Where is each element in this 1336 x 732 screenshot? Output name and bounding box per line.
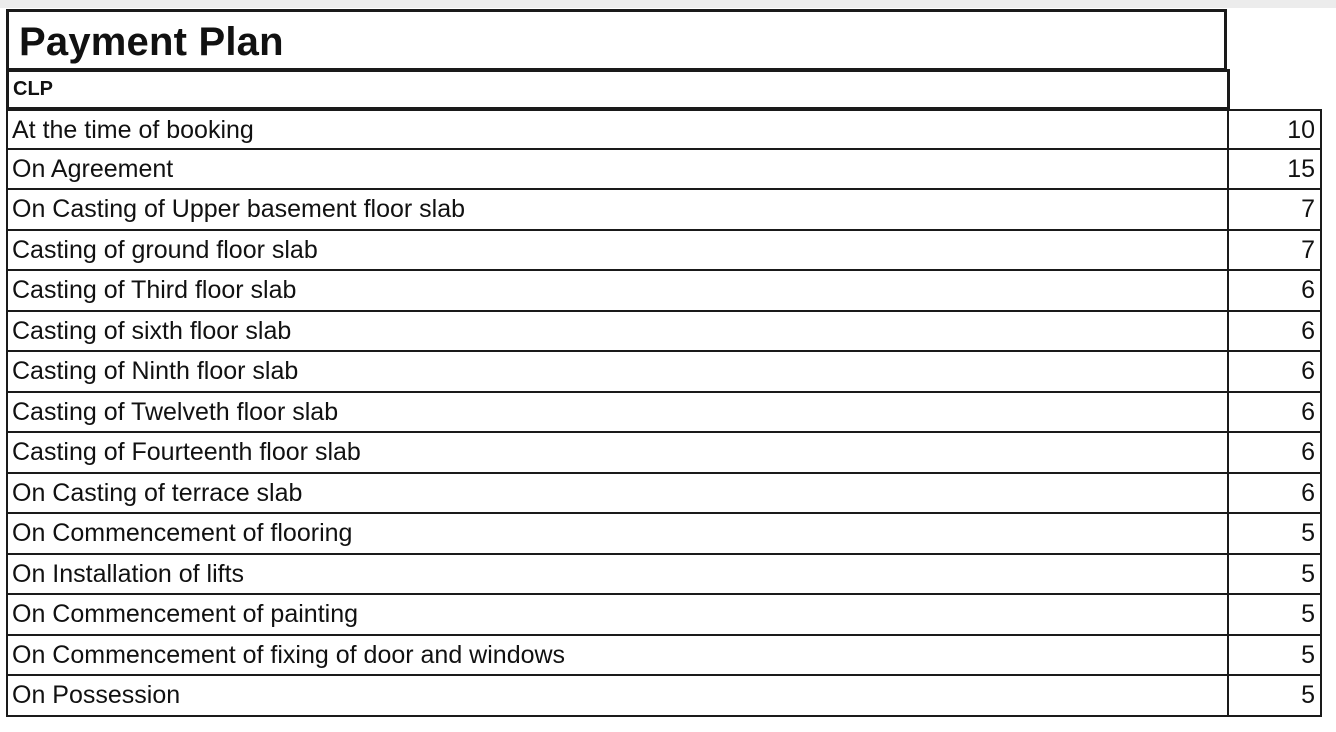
table-row — [6, 636, 1322, 677]
installment-percent: 5 — [1229, 514, 1322, 555]
plan-type-box — [6, 69, 1230, 110]
installment-label: Casting of Twelveth floor slab — [6, 393, 1229, 434]
installment-percent: 7 — [1229, 190, 1322, 231]
table-row — [6, 474, 1322, 515]
installment-label: Casting of Fourteenth floor slab — [6, 433, 1229, 474]
page-title: Payment Plan — [19, 20, 284, 64]
table-row — [6, 312, 1322, 353]
payment-plan-table — [6, 9, 1322, 717]
installment-label: On Casting of Upper basement floor slab — [6, 190, 1229, 231]
installment-percent: 5 — [1229, 676, 1322, 717]
table-row — [6, 514, 1322, 555]
installment-label: On Possession — [6, 676, 1229, 717]
table-row — [6, 231, 1322, 272]
installment-label: Casting of ground floor slab — [6, 231, 1229, 272]
installment-label: Casting of Ninth floor slab — [6, 352, 1229, 393]
installment-percent: 7 — [1229, 231, 1322, 272]
installment-label: Casting of sixth floor slab — [6, 312, 1229, 353]
installment-percent: 10 — [1229, 109, 1322, 150]
top-strip — [0, 0, 1336, 8]
table-row — [6, 271, 1322, 312]
installment-percent: 5 — [1229, 595, 1322, 636]
installment-label: On Commencement of painting — [6, 595, 1229, 636]
table-row — [6, 150, 1322, 191]
installment-percent: 6 — [1229, 312, 1322, 353]
installment-label: On Commencement of fixing of door and windows — [6, 636, 1229, 677]
installment-percent: 5 — [1229, 636, 1322, 677]
table-row — [6, 190, 1322, 231]
table-row — [6, 595, 1322, 636]
table-row — [6, 393, 1322, 434]
installment-label: On Commencement of flooring — [6, 514, 1229, 555]
installment-label: At the time of booking — [6, 109, 1229, 150]
installment-percent: 6 — [1229, 474, 1322, 515]
installment-percent: 6 — [1229, 352, 1322, 393]
installment-label: On Installation of lifts — [6, 555, 1229, 596]
installment-label: Casting of Third floor slab — [6, 271, 1229, 312]
installment-percent: 6 — [1229, 271, 1322, 312]
installment-percent: 5 — [1229, 555, 1322, 596]
installment-rows — [6, 109, 1322, 717]
table-row — [6, 109, 1322, 150]
installment-label: On Casting of terrace slab — [6, 474, 1229, 515]
table-row — [6, 352, 1322, 393]
table-row — [6, 433, 1322, 474]
installment-label: On Agreement — [6, 150, 1229, 191]
plan-type-label: CLP — [13, 78, 53, 100]
table-row — [6, 676, 1322, 717]
installment-percent: 6 — [1229, 393, 1322, 434]
title-box — [6, 9, 1227, 71]
installment-percent: 6 — [1229, 433, 1322, 474]
table-row — [6, 555, 1322, 596]
installment-percent: 15 — [1229, 150, 1322, 191]
